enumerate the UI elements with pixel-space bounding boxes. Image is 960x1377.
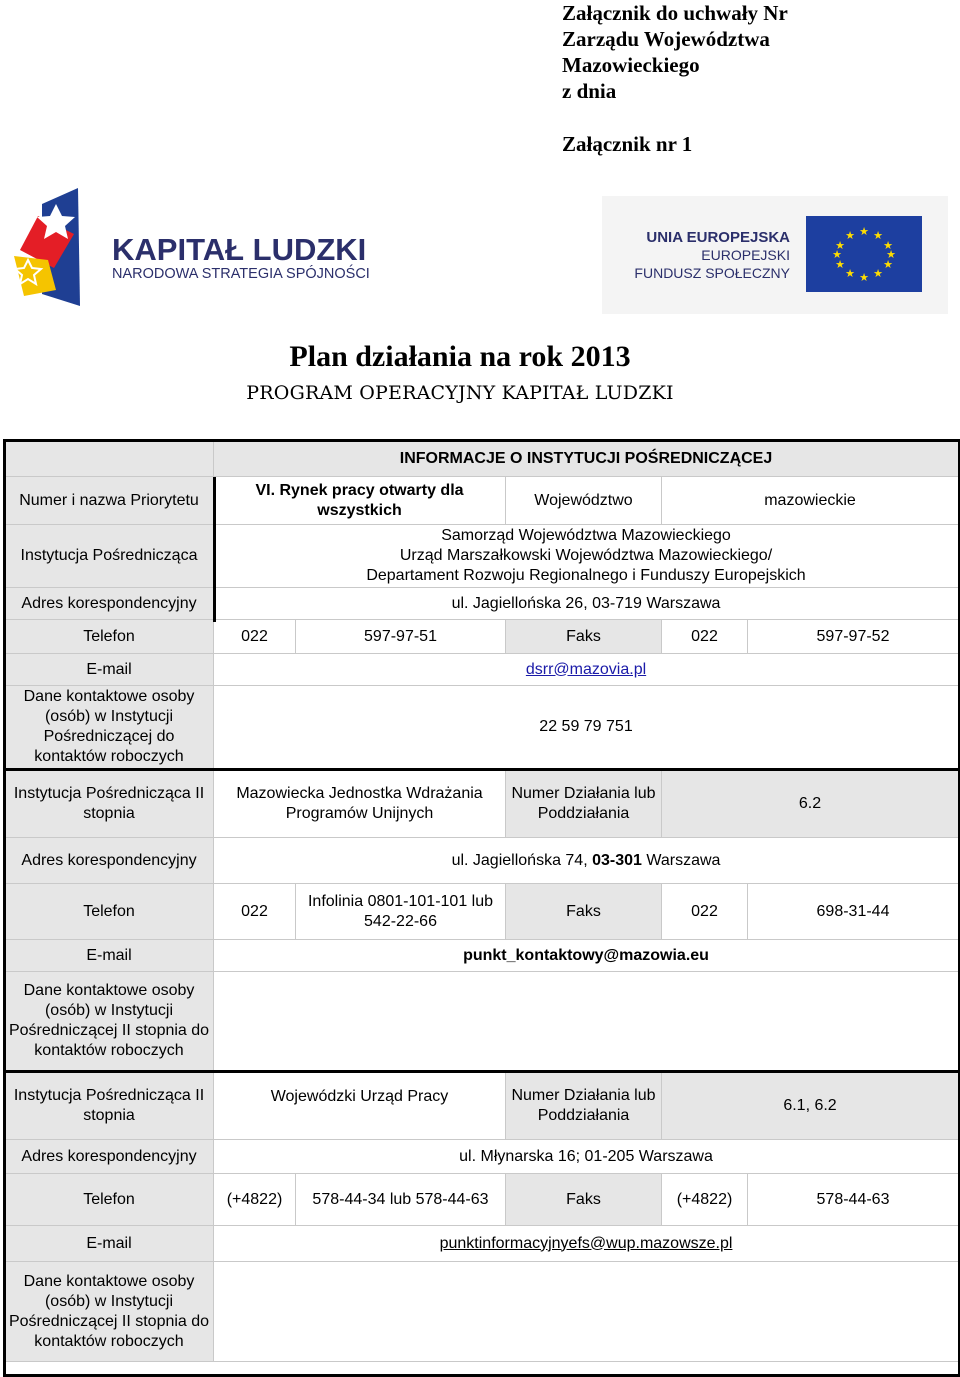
ip-address-label: Adres korespondencyjny (5, 588, 214, 620)
ip2a-fax: 698-31-44 (748, 884, 959, 940)
eu-social-fund-logo (602, 196, 948, 314)
kapital-ludzki-logo (8, 186, 398, 312)
svg-text:★: ★ (835, 258, 845, 271)
svg-text:★: ★ (845, 267, 855, 280)
ip2a-label: Instytucja Pośrednicząca II stopnia (5, 770, 214, 838)
svg-text:UNIA EUROPEJSKA: UNIA EUROPEJSKA (646, 229, 790, 246)
ip-phone-label: Telefon (5, 620, 214, 654)
region-label: Województwo (506, 477, 662, 525)
ip2a-address: ul. Jagiellońska 74, 03-301 Warszawa (214, 838, 959, 884)
svg-text:★: ★ (886, 248, 896, 261)
ip2b-phone: 578-44-34 lub 578-44-63 (296, 1174, 506, 1226)
ip2b-phone-prefix: (+4822) (214, 1174, 296, 1226)
svg-text:KAPITAŁ LUDZKI: KAPITAŁ LUDZKI (112, 232, 367, 267)
ip2a-phone-prefix: 022 (214, 884, 296, 940)
ip-value: Samorząd Województwa Mazowieckiego Urząd Marszałkowski Województwa Mazowieckiego/ Departament Rozwoju Regionalnego i Funduszy Europejskich (214, 525, 959, 588)
header-line-2: Zarządu Województwa (562, 27, 770, 51)
svg-text:EUROPEJSKI: EUROPEJSKI (701, 247, 790, 263)
svg-text:★: ★ (883, 258, 893, 271)
page-subtitle: PROGRAM OPERACYJNY KAPITAŁ LUDZKI (246, 382, 674, 404)
ip2b-address-label: Adres korespondencyjny (5, 1140, 214, 1174)
ip2b-email-label: E-mail (5, 1226, 214, 1262)
ip-phone: 597-97-51 (296, 620, 506, 654)
svg-text:FUNDUSZ SPOŁECZNY: FUNDUSZ SPOŁECZNY (634, 265, 790, 281)
ip2b-measure: 6.1, 6.2 (662, 1072, 959, 1140)
ip-label: Instytucja Pośrednicząca (5, 525, 214, 588)
priority-value: VI. Rynek pracy otwarty dla wszystkich (214, 477, 506, 525)
page-title: Plan działania na rok 2013 (289, 340, 631, 373)
attachment-number: Załącznik nr 1 (562, 132, 693, 156)
ip2b-address: ul. Młynarska 16; 01-205 Warszawa (214, 1140, 959, 1174)
svg-text:★: ★ (832, 248, 842, 261)
ip2a-address-label: Adres korespondencyjny (5, 838, 214, 884)
ip2b-contact-label: Dane kontaktowe osoby (osób) w Instytucji Pośredniczącej II stopnia do kontaktów roboczych (5, 1262, 214, 1362)
ip2b-label: Instytucja Pośrednicząca II stopnia (5, 1072, 214, 1140)
ip2a-fax-prefix: 022 (662, 884, 748, 940)
ip2b-contact (214, 1262, 959, 1362)
svg-text:★: ★ (859, 271, 869, 284)
ip2a-fax-label: Faks (506, 884, 662, 940)
ip2a-contact (214, 972, 959, 1072)
section-heading: INFORMACJE O INSTYTUCJI POŚREDNICZĄCEJ (214, 441, 959, 477)
svg-text:★: ★ (883, 239, 893, 252)
ip-contact: 22 59 79 751 (214, 686, 959, 770)
ip-fax-prefix: 022 (662, 620, 748, 654)
svg-text:★: ★ (873, 229, 883, 242)
ip2b-phone-label: Telefon (5, 1174, 214, 1226)
ip-fax-label: Faks (506, 620, 662, 654)
ip2b-fax-label: Faks (506, 1174, 662, 1226)
ip-address: ul. Jagiellońska 26, 03-719 Warszawa (214, 588, 959, 620)
svg-text:★: ★ (835, 239, 845, 252)
ip2a-contact-label: Dane kontaktowe osoby (osób) w Instytucji Pośredniczącej II stopnia do kontaktów roboczych (5, 972, 214, 1072)
ip2a-measure-label: Numer Działania lub Poddziałania (506, 770, 662, 838)
svg-text:★: ★ (873, 267, 883, 280)
intermediate-institution-table (4, 440, 959, 1362)
ip2a-measure: 6.2 (662, 770, 959, 838)
ip2b-name: Wojewódzki Urząd Pracy (214, 1072, 506, 1140)
ip2b-fax-prefix: (+4822) (662, 1174, 748, 1226)
svg-text:★: ★ (859, 225, 869, 238)
ip2b-measure-label: Numer Działania lub Poddziałania (506, 1072, 662, 1140)
document-header (562, 0, 788, 157)
ip2b-email-cell (214, 1226, 959, 1262)
ip2b-fax: 578-44-63 (748, 1174, 959, 1226)
svg-text:NARODOWA STRATEGIA SPÓJNOŚCI: NARODOWA STRATEGIA SPÓJNOŚCI (112, 266, 370, 282)
priority-label: Numer i nazwa Priorytetu (5, 477, 214, 525)
header-line-1: Załącznik do uchwały Nr (562, 1, 788, 25)
ip2b-email-link[interactable]: punktinformacyjnyefs@wup.mazowsze.pl (439, 1234, 733, 1252)
header-line-4: z dnia (562, 79, 617, 103)
ip-email-label: E-mail (5, 654, 214, 686)
ip2a-phone: Infolinia 0801-101-101 lub 542-22-66 (296, 884, 506, 940)
ip-contact-label: Dane kontaktowe osoby (osób) w Instytucji Pośredniczącej do kontaktów roboczych (5, 686, 214, 770)
ip-email-link[interactable]: dsrr@mazovia.pl (525, 660, 647, 678)
region-value: mazowieckie (662, 477, 959, 525)
ip2a-name: Mazowiecka Jednostka Wdrażania Programów Unijnych (214, 770, 506, 838)
ip-fax: 597-97-52 (748, 620, 959, 654)
ip2a-email: punkt_kontaktowy@mazowia.eu (214, 940, 959, 972)
svg-text:★: ★ (845, 229, 855, 242)
ip2a-phone-label: Telefon (5, 884, 214, 940)
ip2a-email-label: E-mail (5, 940, 214, 972)
ip-phone-prefix: 022 (214, 620, 296, 654)
ip-email-cell (214, 654, 959, 686)
header-line-3: Mazowieckiego (562, 53, 700, 77)
